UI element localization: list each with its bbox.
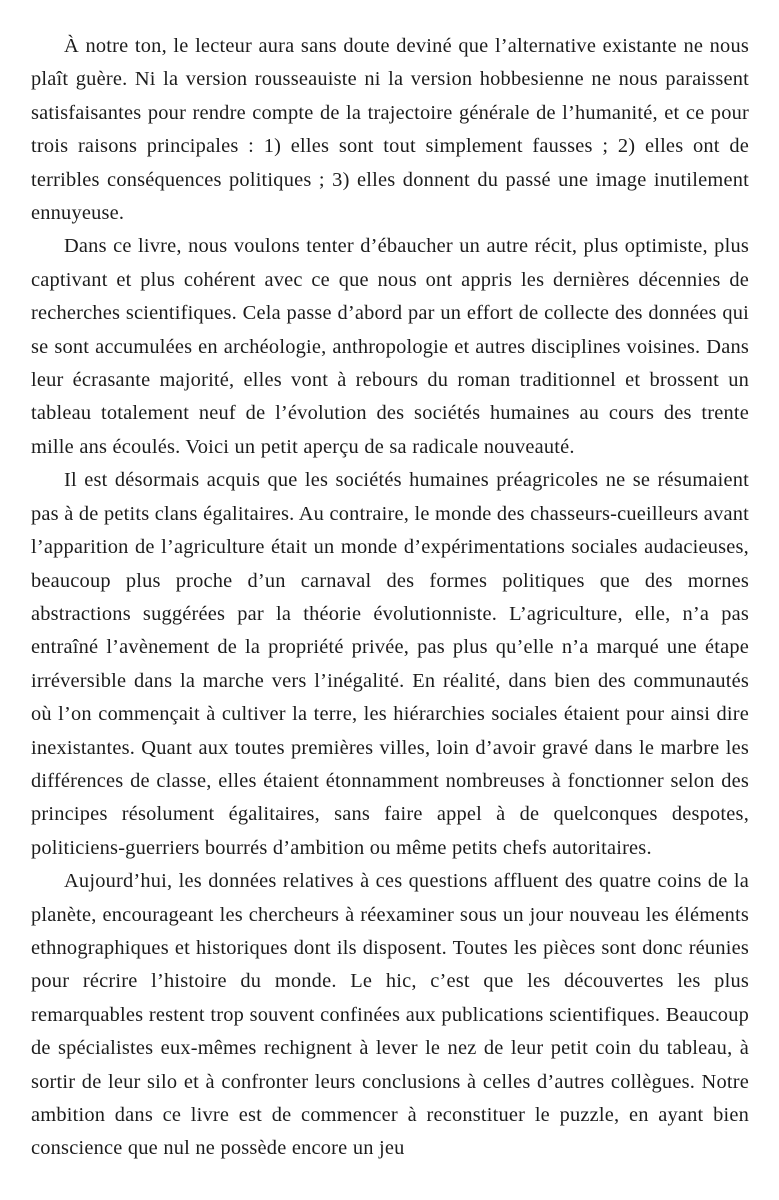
paragraph-4: Aujourd’hui, les données relatives à ces questions affluent des quatre coins de la planète, encourageant les chercheurs à réexaminer sous un jour nouveau les éléments ethnographiques et historiques dont ils disposent. Toutes les pièces sont donc réunies pour récrire l’histoire du monde. Le hic, c’est que les découvertes les plus remarquables restent trop souvent confinées aux publications scientifiques. Beaucoup de spécialistes eux-mêmes rechignent à lever le nez de leur petit coin du tableau, à sortir de leur silo et à confronter leurs conclusions à celles d’autres collègues. Notre ambition dans ce livre est de commencer à reconstituer le puzzle, en ayant bien conscience que nul ne possède encore un jeu — [31, 870, 749, 1160]
paragraph-2: Dans ce livre, nous voulons tenter d’ébaucher un autre récit, plus optimiste, plus captivant et plus cohérent avec ce que nous ont appris les dernières décennies de recherches scientifiques. Cela passe d’abord par un effort de collecte des données qui se sont accumulées en archéologie, anthropologie et autres disciplines voisines. Dans leur écrasante majorité, elles vont à rebours du roman traditionnel et brossent un tableau totalement neuf de l’évolution des sociétés humaines au cours des trente mille ans écoulés. Voici un petit aperçu de sa radicale nouveauté. — [31, 235, 749, 458]
paragraph-3: Il est désormais acquis que les sociétés humaines préagricoles ne se résumaient pas à de petits clans égalitaires. Au contraire, le monde des chasseurs-cueilleurs avant l’apparition de l’agriculture était un monde d’expérimentations sociales audacieuses, beaucoup plus proche d’un carnaval des formes politiques que des mornes abstractions suggérées par la théorie évolutionniste. L’agriculture, elle, n’a pas entraîné l’avènement de la propriété privée, pas plus qu’elle n’a marqué une étape irréversible dans la marche vers l’inégalité. En réalité, dans bien des communautés où l’on commençait à cultiver la terre, les hiérarchies sociales étaient pour ainsi dire inexistantes. Quant aux toutes premières villes, loin d’avoir gravé dans le marbre les différences de classe, elles étaient étonnamment nombreuses à fonctionner selon des principes résolument égalitaires, sans faire appel à de quelconques despotes, politiciens-guerriers bourrés d’ambition ou même petits chefs autoritaires. — [31, 469, 749, 859]
text-column — [31, 30, 749, 1166]
paragraph-1: À notre ton, le lecteur aura sans doute deviné que l’alternative existante ne nous plaît guère. Ni la version rousseauiste ni la version hobbesienne ne nous paraissent satisfaisantes pour rendre compte de la trajectoire générale de l’humanité, et ce pour trois raisons principales : 1) elles sont tout simplement fausses ; 2) elles ont de terribles conséquences politiques ; 3) elles donnent du passé une image inutilement ennuyeuse. — [31, 35, 749, 225]
